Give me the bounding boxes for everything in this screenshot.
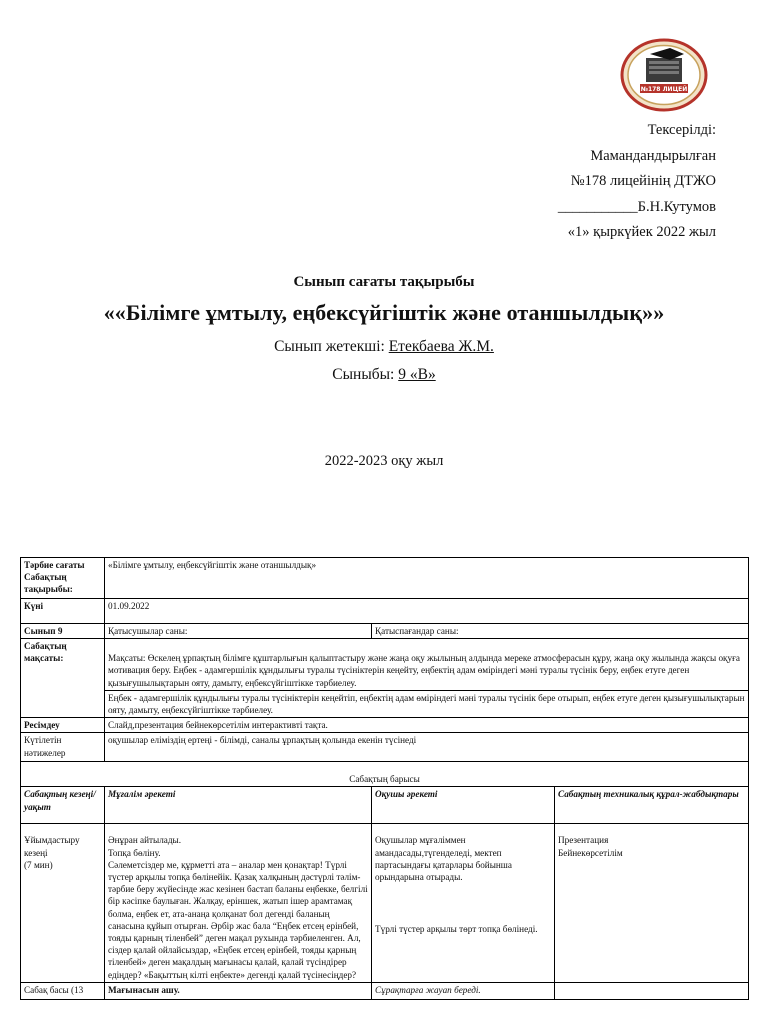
table-row	[21, 982, 749, 999]
goal-label: Сабақтың мақсаты:	[21, 639, 105, 718]
class-line	[0, 366, 768, 384]
subject-heading: Сынып сағаты тақырыбы	[293, 274, 475, 290]
class-teacher-line	[0, 338, 768, 356]
academic-year: 2022-2023 оқу жыл	[324, 453, 444, 469]
lyceum-logo	[620, 38, 708, 112]
approval-line-lyceum: №178 лицейінің ДТЖО	[570, 173, 716, 189]
stage-organization: Ұйымдастыру кезеңі (7 мин)	[21, 824, 105, 982]
tools-beginning	[555, 982, 749, 999]
goal-text-secondary: Еңбек - адамгершілік құндылығы туралы түсініктерін кеңейтіп, еңбектің адам өміріндегі мәні туралы түсінік бере отырып, еңбек етуге деген қызығушылықтарын ояту, дамыту, еңбексүйгіштікке тәрбиелеу.	[105, 690, 749, 717]
approval-line-date: «1» қыркүйек 2022 жыл	[567, 224, 716, 240]
table-row	[21, 690, 749, 717]
topic-label: Тәрбие сағаты Сабақтың тақырыбы:	[21, 558, 105, 599]
date-label: Күні	[21, 599, 105, 624]
class-name: 9 «В»	[398, 366, 436, 383]
resources-value: Слайд,презентация бейнекөрсетілім интерактивті тақта.	[105, 718, 749, 733]
teacher-activity-organization: Әнұран айтылады. Топқа бөліну. Сәлеметсіздер ме, құрметті ата – аналар мен қонақтар! Түрлі түстер арқылы топқа бөлінейік. Қазақ халқының дәстүрлі тәлім-тәрбие беру жүйесінде жас кезінен бастап баланы еңбекке, белгілі бір кәсіпке баулыған. Жалқау, еріншек, жатып ішер арамтамақ болма, еңбек ет, ата-анаңа қолқанат бол дегенді баланың санасына құйып отырған. Әрбір жас бала “Еңбек етсең ерінбей, тояды қарның тіленбей” деген мақал рухында тәрбиеленген. Ал, сіздер қалай ойлайсыздар, «Еңбек етсең ерінбей, тояды қарның тіленбей» деген мақалдың мағынасы қалай, қалай түсіндірер едіңдер? «Бақыттың кілті еңбекте» дегенді қалай түсінесіңдер?	[105, 824, 372, 982]
goal-text-primary: Мақсаты: Өскелең ұрпақтың білімге құштарлығын қалыптастыру және жаңа оқу жылының алдында мереке атмосферасын құру, жаңа оқу жылында жақсы оқуға мотивация беру. Еңбек - адамгершілік құндылығы туралы түсініктерін кеңейту, еңбектің адам өміріндегі мәні туралы түсінік беру, еңбек етуге деген қызығушылықтарын ояту, дамыту, еңбексүйгіштікке тәрбиелеу.	[105, 639, 749, 691]
topic-value: «Білімге ұмтылу, еңбексүйгіштік және отаншылдық»	[105, 558, 749, 599]
lesson-plan-table	[20, 557, 749, 1000]
approval-line-signature: ___________Б.Н.Кутумов	[557, 198, 716, 215]
column-header-tools: Сабақтың техникалық құрал-жабдықтары	[555, 787, 749, 824]
column-header-teacher: Мұғалім әрекеті	[105, 787, 372, 824]
absent-count-label: Қатыспағандар саны:	[372, 624, 749, 639]
class-teacher-name: Етекбаева Ж.М.	[388, 338, 494, 355]
table-row	[21, 787, 749, 824]
column-header-student: Оқушы әрекеті	[372, 787, 555, 824]
student-activity-grouping: Түрлі түстер арқылы төрт топқа бөлінеді.	[375, 924, 538, 935]
table-row	[21, 624, 749, 639]
column-header-stage: Сабақтың кезеңі/ уақыт	[21, 787, 105, 824]
lesson-progress-heading: Сабақтың барысы	[21, 762, 749, 787]
date-value: 01.09.2022	[105, 599, 749, 624]
student-activity-greeting: Оқушылар мұғаліммен амандасады,түгенделеді, мектеп партасындағы қатарлары бойынша орындарына отырады.	[375, 835, 512, 883]
present-count-label: Қатысушылар саны:	[105, 624, 372, 639]
outcomes-label: Күтілетін нәтижелер	[21, 733, 105, 762]
outcomes-value: оқушылар еліміздің ертеңі - білімді, саналы ұрпақтың қолында екенін түсінеді	[105, 733, 749, 762]
table-row	[21, 733, 749, 762]
table-row	[21, 599, 749, 624]
student-activity-beginning: Сұрақтарға жауап береді.	[372, 982, 555, 999]
student-activity-organization	[372, 824, 555, 982]
page-title: ««Білімге ұмтылу, еңбексүйгіштік және отаншылдық»»	[103, 300, 665, 325]
teacher-activity-beginning: Мағынасын ашу.	[105, 982, 372, 999]
table-row	[21, 762, 749, 787]
resources-label: Ресімдеу	[21, 718, 105, 733]
class-teacher-label: Сынып жетекші:	[274, 338, 389, 355]
tools-organization: Презентация Бейнекөрсетілім	[555, 824, 749, 982]
table-row	[21, 718, 749, 733]
class-number-label: Сынып 9	[21, 624, 105, 639]
table-row	[21, 639, 749, 691]
svg-text:№178 ЛИЦЕЙ: №178 ЛИЦЕЙ	[640, 86, 688, 93]
approval-block	[558, 118, 716, 246]
table-row	[21, 824, 749, 982]
approval-line-checked: Тексерілді:	[647, 122, 716, 138]
table-row	[21, 558, 749, 599]
approval-line-specialized: Мамандандырылған	[590, 147, 716, 164]
stage-beginning: Сабақ басы (13	[21, 982, 105, 999]
class-label: Сыныбы:	[332, 366, 399, 383]
